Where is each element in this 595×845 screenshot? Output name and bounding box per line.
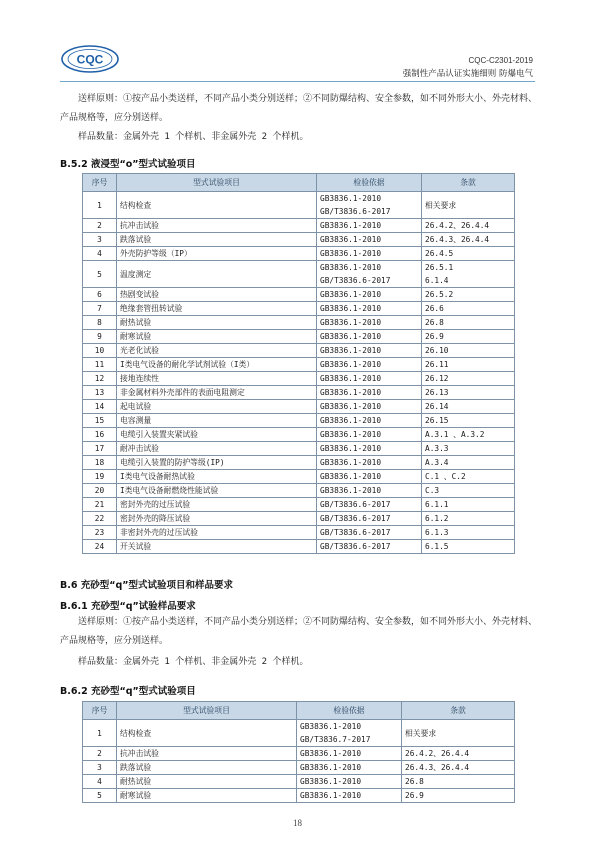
cqc-logo — [60, 44, 120, 74]
test-clause-line: A.3.4 — [425, 458, 449, 467]
table-row — [83, 540, 515, 554]
test-item: I类电气设备耐热试验 — [117, 470, 317, 484]
row-number: 11 — [83, 358, 117, 372]
test-basis-line: GB3836.1-2010 — [300, 763, 362, 772]
test-basis — [297, 775, 402, 789]
test-basis-line: GB/T3836.6-2017 — [320, 528, 391, 537]
test-basis-line: GB3836.1-2010 — [320, 472, 382, 481]
test-item: 电缆引入装置的防护等级(IP) — [117, 456, 317, 470]
test-clause-line: C.1 、C.2 — [425, 472, 466, 481]
test-item: 结构检查 — [117, 192, 317, 219]
row-number: 22 — [83, 512, 117, 526]
table-header-row — [83, 174, 515, 192]
test-clause-line: 26.5.1 — [425, 263, 454, 272]
test-clause — [422, 386, 515, 400]
test-clause-line: 26.6 — [425, 304, 444, 313]
test-basis — [317, 372, 422, 386]
test-basis-line: GB/T3836.6-2017 — [320, 514, 391, 523]
test-basis — [317, 261, 422, 288]
test-clause-line: 6.1.1 — [425, 500, 449, 509]
test-item: 温度测定 — [117, 261, 317, 288]
test-clause-line: 26.8 — [405, 777, 424, 786]
test-item: 外壳防护等级（IP） — [117, 247, 317, 261]
test-items-table-q — [82, 701, 515, 803]
test-basis — [297, 789, 402, 803]
test-basis-line: GB3836.1-2010 — [320, 416, 382, 425]
table-row — [83, 456, 515, 470]
test-basis-line: GB3836.1-2010 — [300, 791, 362, 800]
test-item: 接地连续性 — [117, 372, 317, 386]
test-basis — [297, 720, 402, 747]
sample-principle-paragraph-q: 送样原则：①按产品小类送样，不同产品小类分别送样；②不同防爆结构、安全参数，如不同外形大小、外壳材料、产品规格等，应分别送样。 — [60, 617, 538, 646]
test-clause-line: 26.11 — [425, 360, 449, 369]
test-clause — [402, 747, 515, 761]
row-number: 17 — [83, 442, 117, 456]
test-basis-line: GB3836.1-2010 — [300, 749, 362, 758]
test-clause-line: 6.1.5 — [425, 542, 449, 551]
test-basis — [317, 484, 422, 498]
col-header-basis: 检验依据 — [297, 702, 402, 720]
test-basis — [317, 330, 422, 344]
test-basis-line: GB/T3836.6-2017 — [320, 500, 391, 509]
test-basis-line: GB3836.1-2010 — [320, 249, 382, 258]
svg-text:CQC: CQC — [76, 52, 104, 67]
test-clause — [422, 428, 515, 442]
col-header-clause: 条款 — [422, 174, 515, 192]
row-number: 21 — [83, 498, 117, 512]
test-basis-line: GB3836.1-2010 — [320, 374, 382, 383]
test-basis-line: GB3836.1-2010 — [320, 346, 382, 355]
test-item: 光老化试验 — [117, 344, 317, 358]
table-row — [83, 428, 515, 442]
table-row — [83, 526, 515, 540]
col-header-item: 型式试验项目 — [117, 174, 317, 192]
table-header-row — [83, 702, 515, 720]
table-row — [83, 512, 515, 526]
col-header-no: 序号 — [83, 702, 117, 720]
test-clause-line: 6.1.2 — [425, 514, 449, 523]
test-item: I类电气设备耐燃烧性能试验 — [117, 484, 317, 498]
col-header-basis: 检验依据 — [317, 174, 422, 192]
test-clause — [422, 192, 515, 219]
row-number: 19 — [83, 470, 117, 484]
test-item: 电缆引入装置夹紧试验 — [117, 428, 317, 442]
test-basis-line: GB3836.1-2010 — [320, 194, 382, 203]
test-clause-line: 26.10 — [425, 346, 449, 355]
test-item: 耐热试验 — [117, 775, 297, 789]
test-basis-line: GB3836.1-2010 — [320, 360, 382, 369]
row-number: 3 — [83, 233, 117, 247]
test-basis — [317, 192, 422, 219]
test-clause — [422, 344, 515, 358]
test-basis — [317, 219, 422, 233]
test-clause — [422, 470, 515, 484]
heading-b52: B.5.2 液浸型“o”型式试验项目 — [60, 159, 196, 170]
test-clause-line: 26.4.3、26.4.4 — [425, 235, 490, 244]
test-basis — [297, 761, 402, 775]
test-basis-line: GB3836.1-2010 — [320, 388, 382, 397]
test-basis-line: GB3836.1-2010 — [300, 722, 362, 731]
test-clause-line: 26.8 — [425, 318, 444, 327]
table-row — [83, 761, 515, 775]
test-basis — [317, 498, 422, 512]
row-number: 2 — [83, 219, 117, 233]
row-number: 10 — [83, 344, 117, 358]
test-clause — [422, 456, 515, 470]
test-basis — [317, 400, 422, 414]
table-row — [83, 288, 515, 302]
row-number: 9 — [83, 330, 117, 344]
test-basis-line: GB3836.1-2010 — [320, 304, 382, 313]
row-number: 18 — [83, 456, 117, 470]
test-basis-line: GB3836.1-2010 — [320, 430, 382, 439]
test-items-table-o — [82, 173, 515, 554]
test-clause — [422, 512, 515, 526]
test-clause — [422, 261, 515, 288]
test-basis — [317, 233, 422, 247]
test-basis — [317, 428, 422, 442]
table-row — [83, 330, 515, 344]
test-basis — [317, 247, 422, 261]
test-clause — [402, 789, 515, 803]
table-row — [83, 233, 515, 247]
test-item: 开关试验 — [117, 540, 317, 554]
sample-quantity-paragraph-q: 样品数量：金属外壳 1 个样机、非金属外壳 2 个样机。 — [78, 657, 309, 667]
row-number: 13 — [83, 386, 117, 400]
test-clause-line: 26.9 — [425, 332, 444, 341]
test-item: 电容测量 — [117, 414, 317, 428]
heading-b62: B.6.2 充砂型“q”型式试验项目 — [60, 686, 196, 697]
test-item: 跌落试验 — [117, 233, 317, 247]
table-row — [83, 372, 515, 386]
test-clause — [422, 316, 515, 330]
test-clause-line: 26.12 — [425, 374, 449, 383]
test-clause — [422, 484, 515, 498]
table-row — [83, 302, 515, 316]
test-clause-line: 26.4.2、26.4.4 — [425, 221, 490, 230]
row-number: 1 — [83, 192, 117, 219]
test-clause-line: C.3 — [425, 486, 440, 495]
test-item: 耐冲击试验 — [117, 442, 317, 456]
test-clause — [422, 400, 515, 414]
col-header-item: 型式试验项目 — [117, 702, 297, 720]
table-row — [83, 414, 515, 428]
test-clause — [422, 233, 515, 247]
test-clause — [422, 247, 515, 261]
test-item: 绝缘套管扭转试验 — [117, 302, 317, 316]
test-basis — [297, 747, 402, 761]
test-clause-line: 26.4.2、26.4.4 — [405, 749, 470, 758]
sample-principle-paragraph: 送样原则：①按产品小类送样，不同产品小类分别送样；②不同防爆结构、安全参数，如不同外形大小、外壳材料、产品规格等，应分别送样。 — [60, 94, 538, 123]
col-header-no: 序号 — [83, 174, 117, 192]
table-row — [83, 470, 515, 484]
test-item: 抗冲击试验 — [117, 747, 297, 761]
sample-quantity-paragraph: 样品数量：金属外壳 1 个样机、非金属外壳 2 个样机。 — [78, 132, 309, 142]
test-clause — [402, 761, 515, 775]
row-number: 8 — [83, 316, 117, 330]
header-rule — [60, 81, 535, 82]
test-item: 非金属材料外壳部件的表面电阻测定 — [117, 386, 317, 400]
table-row — [83, 484, 515, 498]
test-basis-line: GB3836.1-2010 — [320, 263, 382, 272]
test-item: 跌落试验 — [117, 761, 297, 775]
test-clause — [422, 288, 515, 302]
test-clause-line: 6.1.3 — [425, 528, 449, 537]
test-basis-line: GB3836.1-2010 — [320, 318, 382, 327]
test-clause — [422, 302, 515, 316]
test-basis-line: GB3836.1-2010 — [320, 235, 382, 244]
test-basis — [317, 414, 422, 428]
test-clause — [422, 372, 515, 386]
test-basis — [317, 386, 422, 400]
test-item: 耐热试验 — [117, 316, 317, 330]
test-clause-line: 26.4.5 — [425, 249, 454, 258]
test-basis — [317, 288, 422, 302]
test-basis-line: GB3836.1-2010 — [320, 290, 382, 299]
test-basis — [317, 302, 422, 316]
table-row — [83, 400, 515, 414]
test-item: 耐寒试验 — [117, 789, 297, 803]
row-number: 3 — [83, 761, 117, 775]
test-clause — [422, 526, 515, 540]
test-item: 热剧变试验 — [117, 288, 317, 302]
test-clause — [422, 219, 515, 233]
test-clause-line: 相关要求 — [425, 200, 457, 210]
table-row — [83, 386, 515, 400]
test-clause-line: 相关要求 — [405, 728, 437, 738]
table-row — [83, 192, 515, 219]
row-number: 1 — [83, 720, 117, 747]
row-number: 20 — [83, 484, 117, 498]
row-number: 24 — [83, 540, 117, 554]
test-item: 密封外壳的过压试验 — [117, 498, 317, 512]
test-item: 抗冲击试验 — [117, 219, 317, 233]
test-basis — [317, 470, 422, 484]
table-row — [83, 344, 515, 358]
document-title: 强制性产品认证实施细则 防爆电气 — [402, 69, 533, 79]
test-clause — [422, 498, 515, 512]
row-number: 23 — [83, 526, 117, 540]
test-item: 密封外壳的降压试验 — [117, 512, 317, 526]
table-row — [83, 747, 515, 761]
row-number: 2 — [83, 747, 117, 761]
heading-b61: B.6.1 充砂型“q”试验样品要求 — [60, 601, 196, 612]
test-basis — [317, 316, 422, 330]
table-row — [83, 442, 515, 456]
col-header-clause: 条款 — [402, 702, 515, 720]
test-basis — [317, 526, 422, 540]
test-item: 起电试验 — [117, 400, 317, 414]
table-row — [83, 720, 515, 747]
heading-b6: B.6 充砂型“q”型式试验项目和样品要求 — [60, 580, 234, 591]
test-clause-line: 26.4.3、26.4.4 — [405, 763, 470, 772]
test-item: 结构检查 — [117, 720, 297, 747]
test-clause — [402, 720, 515, 747]
test-clause-line: 26.9 — [405, 791, 424, 800]
row-number: 15 — [83, 414, 117, 428]
test-basis — [317, 512, 422, 526]
test-basis-line: GB/T3836.7-2017 — [300, 735, 371, 744]
test-basis — [317, 540, 422, 554]
test-basis-line: GB3836.1-2010 — [320, 332, 382, 341]
row-number: 5 — [83, 789, 117, 803]
test-basis — [317, 442, 422, 456]
test-item: 非密封外壳的过压试验 — [117, 526, 317, 540]
test-clause — [422, 442, 515, 456]
test-basis-line: GB/T3836.6-2017 — [320, 207, 391, 216]
test-clause-line: 26.15 — [425, 416, 449, 425]
test-basis-line: GB3836.1-2010 — [320, 221, 382, 230]
test-clause — [422, 358, 515, 372]
table-row — [83, 775, 515, 789]
test-basis-line: GB3836.1-2010 — [320, 486, 382, 495]
row-number: 7 — [83, 302, 117, 316]
test-basis-line: GB/T3836.6-2017 — [320, 276, 391, 285]
row-number: 6 — [83, 288, 117, 302]
row-number: 12 — [83, 372, 117, 386]
table-row — [83, 316, 515, 330]
test-basis — [317, 456, 422, 470]
page-number: 18 — [293, 818, 302, 828]
document-code: CQC-C2301-2019 — [468, 56, 533, 65]
test-clause — [422, 330, 515, 344]
test-basis-line: GB3836.1-2010 — [320, 444, 382, 453]
row-number: 4 — [83, 775, 117, 789]
test-basis-line: GB3836.1-2010 — [300, 777, 362, 786]
table-row — [83, 498, 515, 512]
test-clause-line: A.3.3 — [425, 444, 449, 453]
row-number: 4 — [83, 247, 117, 261]
table-row — [83, 247, 515, 261]
test-clause-line: 6.1.4 — [425, 276, 449, 285]
row-number: 5 — [83, 261, 117, 288]
test-clause-line: A.3.1 、A.3.2 — [425, 430, 485, 439]
table-row — [83, 358, 515, 372]
table-row — [83, 219, 515, 233]
test-basis — [317, 358, 422, 372]
test-basis-line: GB3836.1-2010 — [320, 458, 382, 467]
test-basis-line: GB/T3836.6-2017 — [320, 542, 391, 551]
test-basis-line: GB3836.1-2010 — [320, 402, 382, 411]
row-number: 14 — [83, 400, 117, 414]
test-clause — [422, 414, 515, 428]
test-item: 耐寒试验 — [117, 330, 317, 344]
table-row — [83, 261, 515, 288]
test-clause-line: 26.13 — [425, 388, 449, 397]
table-row — [83, 789, 515, 803]
test-clause-line: 26.5.2 — [425, 290, 454, 299]
test-item: I类电气设备的耐化学试剂试验（I类） — [117, 358, 317, 372]
test-clause — [402, 775, 515, 789]
test-basis — [317, 344, 422, 358]
row-number: 16 — [83, 428, 117, 442]
test-clause — [422, 540, 515, 554]
test-clause-line: 26.14 — [425, 402, 449, 411]
